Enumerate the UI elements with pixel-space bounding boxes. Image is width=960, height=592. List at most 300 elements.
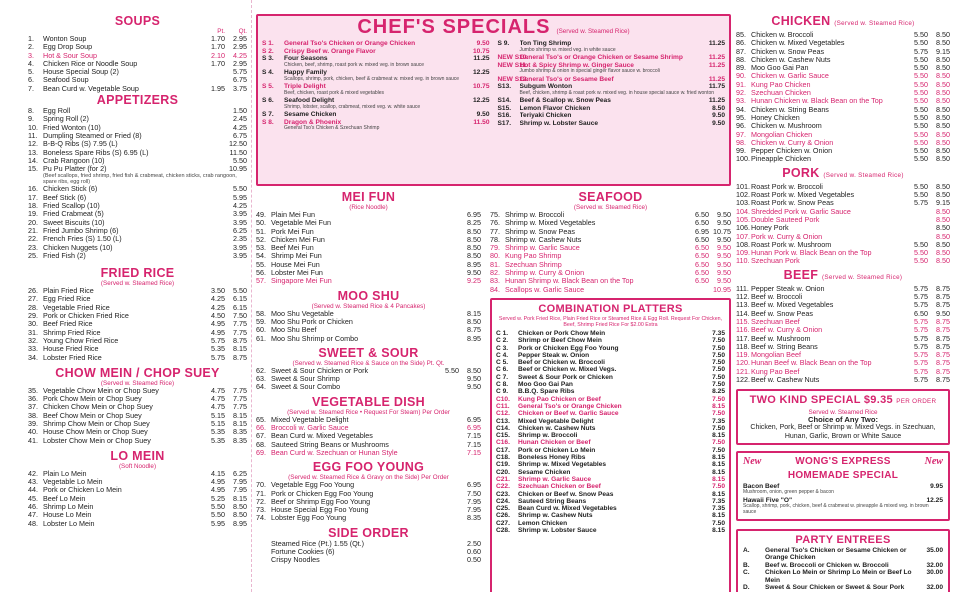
item-price-qt: 8.15: [233, 344, 247, 354]
item-name: General Tso's Chicken or Sesame Chicken or Orange Chicken: [765, 546, 907, 562]
item-name: Pork or Chicken Lo Mein: [43, 486, 122, 495]
pork-list: [736, 183, 950, 266]
side-order-list: [256, 540, 481, 565]
combo-item: [496, 447, 725, 454]
item-price-qt: 7.75: [233, 385, 247, 395]
item-price-qt: 7.15: [467, 447, 481, 457]
item-price-pt: 6.50: [695, 251, 709, 261]
item-name: Fried Crabmeat (5): [43, 210, 104, 219]
combo-item: [496, 345, 725, 352]
item-price-qt: 7.75: [233, 327, 247, 337]
item-price: 8.50: [712, 104, 725, 112]
item-name: Pork or Chicken Fried Rice: [43, 312, 129, 321]
item-price: 7.50: [712, 337, 725, 345]
item-name: Beef w. Mushroom: [751, 334, 811, 343]
item-price-qt: 8.35: [233, 427, 247, 437]
section-title: VEGETABLE DISH: [311, 394, 425, 409]
item-number: 16.: [28, 184, 38, 194]
item-price-pt: 1.70: [211, 58, 225, 68]
item-note: Jumbo shrimp w. mixed veg. in white sauce: [519, 46, 616, 53]
item-name: Hunan Shrimp w. Black Bean on the Top: [505, 277, 634, 286]
item-name: Plain Mei Fun: [271, 211, 315, 219]
item-price: 7.35: [712, 505, 725, 513]
item-name: Broccoli w. Garlic Sauce: [271, 424, 349, 433]
section-title: CHOW MEIN / CHOP SUEY: [55, 365, 220, 380]
item-price-qt: 8.50: [936, 231, 950, 241]
combo-item: [496, 469, 725, 476]
item-price-pt: [203, 140, 225, 148]
item-name: House Mei Fun: [271, 260, 320, 269]
item-number: 75.: [490, 210, 500, 219]
item-price-pt: 5.50: [914, 129, 928, 139]
item-name: Szechuan Chicken: [751, 89, 811, 98]
party-item: [743, 562, 943, 570]
item-name: Bean Curd w. Szechuan or Hunan Style: [271, 448, 398, 457]
item-number: C11.: [496, 402, 510, 410]
item-price: 32.00: [926, 584, 943, 592]
item-name: House Chow Mein or Chop Suey: [43, 428, 148, 437]
item-price-qt: 9.50: [717, 243, 731, 253]
item-price-qt: 8.75: [936, 300, 950, 310]
item-price: 8.15: [712, 512, 725, 520]
item-number: D.: [743, 584, 750, 592]
combination-platters-box: [490, 298, 731, 592]
item-price-qt: 8.50: [936, 146, 950, 156]
item-name: Chicken or Beef w. Snow Peas: [518, 490, 614, 498]
item-price-qt: 8.50: [936, 206, 950, 216]
item-number: S 8.: [262, 118, 274, 126]
item-price-pt: [203, 124, 225, 132]
item-number: 97.: [736, 129, 746, 139]
item-name: Shrimp Fried Rice: [43, 328, 101, 337]
item-price-qt: 8.75: [936, 316, 950, 326]
item-name: Szechuan Pork: [751, 257, 800, 266]
new-badge: New: [924, 455, 943, 467]
item-name: Sweet & Sour Shrimp: [271, 375, 340, 384]
item-number: 39.: [28, 418, 38, 428]
item-number: 121.: [736, 366, 750, 376]
item-price-qt: 8.50: [467, 243, 481, 253]
item-price-pt: [437, 548, 459, 556]
item-number: C17.: [496, 446, 510, 454]
item-number: 29.: [28, 311, 38, 321]
item-name: Vegetable Lo Mein: [43, 478, 103, 487]
item-number: 87.: [736, 46, 746, 56]
item-name: House Special Soup (2): [43, 68, 119, 77]
item-price-pt: 5.75: [914, 46, 928, 56]
section-title: SIDE ORDER: [328, 525, 409, 540]
fried-rice-list: [28, 287, 247, 362]
item-price-qt: 2.95: [233, 58, 247, 68]
item-price-qt: 7.95: [467, 496, 481, 506]
section-subtitle: (Served w. Steamed Rice): [100, 280, 175, 288]
item-name: Beef w. Mixed Vegetables: [751, 301, 834, 310]
item-price-qt: 7.15: [467, 439, 481, 449]
item-price-pt: 5.35: [211, 427, 225, 437]
combo-item: [496, 505, 725, 512]
soups-list: [28, 35, 247, 93]
item-price: 9.50: [712, 112, 725, 120]
combo-item: [496, 512, 725, 519]
menu-item: [28, 437, 247, 445]
item-number: 122.: [736, 374, 750, 384]
chef-special-item: [498, 120, 726, 128]
item-price-qt: 8.15: [233, 493, 247, 503]
item-price-pt: 6.95: [695, 226, 709, 236]
item-price-pt: 5.75: [211, 335, 225, 345]
item-name: Pork or Chicken Lo Mein: [518, 446, 596, 454]
item-number: 15.: [28, 164, 38, 174]
item-name: Chicken Mei Fun: [271, 235, 325, 244]
item-price-qt: 8.75: [936, 366, 950, 376]
lo-mein-list: [28, 470, 247, 528]
item-price-pt: [437, 219, 459, 227]
item-price-pt: 5.15: [211, 418, 225, 428]
item-price-pt: 5.50: [914, 248, 928, 258]
item-price-pt: [437, 506, 459, 514]
item-price-pt: 5.50: [914, 88, 928, 98]
item-number: 109.: [736, 248, 750, 258]
item-price: 11.25: [708, 54, 725, 62]
item-price-pt: 5.25: [211, 493, 225, 503]
item-number: C28.: [496, 526, 510, 534]
menu-item: [28, 60, 247, 68]
item-price: 35.00: [926, 546, 943, 554]
combo-item: [496, 432, 725, 439]
item-price-pt: [906, 224, 928, 232]
item-name: Pineapple Chicken: [751, 155, 811, 164]
item-price-pt: 5.50: [914, 112, 928, 122]
item-price-qt: 8.75: [936, 374, 950, 384]
item-price-pt: 5.75: [914, 350, 928, 360]
item-price-qt: 8.50: [936, 181, 950, 191]
item-price-qt: 8.50: [936, 129, 950, 139]
item-number: 73.: [256, 505, 266, 515]
item-number: S15.: [497, 104, 512, 112]
section-title: SEAFOOD: [578, 190, 643, 204]
item-number: S14.: [497, 97, 512, 105]
chef-special-item: [498, 97, 726, 105]
item-number: C14.: [496, 424, 510, 432]
item-number: C26.: [496, 512, 510, 520]
item-price-pt: 5.50: [914, 30, 928, 39]
combo-item: [496, 359, 725, 366]
pt-qt-header: Pt. Qt.: [217, 28, 247, 35]
item-price-pt: [437, 252, 459, 260]
item-number: C21.: [496, 475, 510, 483]
item-name: Chicken w. String Beans: [751, 105, 829, 114]
item-name: Crispy Noodles: [271, 556, 320, 565]
item-number: C 1.: [496, 329, 509, 337]
party-list: [743, 547, 943, 592]
item-price-qt: 7.50: [467, 488, 481, 498]
item-number: 10.: [28, 122, 38, 132]
item-number: C24.: [496, 497, 510, 505]
menu-item: [256, 498, 481, 506]
item-price-qt: 9.50: [467, 382, 481, 392]
item-price-pt: 5.75: [914, 366, 928, 376]
item-name: Crispy Beef w. Orange Flavor: [284, 47, 376, 55]
item-name: Roast Pork w. Broccoli: [751, 182, 823, 191]
item-number: 62.: [256, 365, 266, 375]
item-price: 8.15: [712, 490, 725, 498]
item-price: 7.50: [712, 483, 725, 491]
combo-list: [496, 330, 725, 534]
item-name: Dragon & Phoenix: [284, 118, 342, 126]
item-name: Szechuan Shrimp: [505, 260, 562, 269]
menu-item: [490, 286, 731, 294]
item-number: 86.: [736, 38, 746, 48]
item-number: 83.: [490, 276, 500, 286]
item-number: C20.: [496, 468, 510, 476]
item-price-qt: 8.50: [936, 256, 950, 266]
item-price: 7.50: [712, 359, 725, 367]
item-price-pt: 3.50: [211, 286, 225, 296]
item-price-qt: 8.75: [467, 325, 481, 335]
item-price-pt: 5.50: [914, 63, 928, 73]
item-price: 9.50: [712, 119, 725, 127]
item-name: Shrimp Chow Mein or Chop Suey: [43, 419, 150, 428]
combo-item: [496, 366, 725, 373]
item-name: Moo Shu Beef: [271, 326, 317, 335]
item-number: 13.: [28, 147, 38, 157]
item-price-pt: 5.50: [914, 71, 928, 81]
item-price-qt: 9.50: [717, 259, 731, 269]
combo-item: [496, 403, 725, 410]
item-price-qt: 4.25: [233, 122, 247, 132]
item-name: House Lo Mein: [43, 511, 92, 520]
item-name: Sauteed String Beans or Mushrooms: [271, 440, 389, 449]
item-price-qt: 6.95: [467, 423, 481, 433]
menu-item: [28, 140, 247, 148]
menu-item: [28, 149, 247, 157]
item-price-qt: 5.95: [233, 192, 247, 202]
item-number: 90.: [736, 71, 746, 81]
item-number: 55.: [256, 259, 266, 269]
section-subtitle: (Served w. Steamed Rice): [100, 379, 175, 387]
item-price-pt: [437, 449, 459, 457]
item-price-qt: 8.50: [936, 38, 950, 48]
item-name: Pork or Chicken Egg Foo Young: [271, 489, 374, 498]
item-price-pt: [203, 244, 225, 252]
item-number: 43.: [28, 477, 38, 487]
item-number: 82.: [490, 268, 500, 278]
item-number: 19.: [28, 209, 38, 219]
item-number: 42.: [28, 468, 38, 478]
item-price-qt: 8.50: [936, 223, 950, 233]
item-name: Chicken w. Cashew Nuts: [518, 424, 596, 432]
item-price-qt: 3.95: [233, 250, 247, 260]
item-name: Ton Ting Shrimp: [519, 40, 572, 47]
item-price-qt: 8.75: [936, 358, 950, 368]
item-note: Scallop, shrimp, pork, chicken, beef & crabmeat w. pineapple & mixed veg. in brown sauce: [743, 503, 929, 516]
item-number: C 9.: [496, 388, 509, 396]
menu-item: [256, 481, 481, 489]
item-name: Beef Stick (6): [43, 193, 87, 202]
item-number: C19.: [496, 461, 510, 469]
item-price-pt: [437, 481, 459, 489]
item-number: 44.: [28, 485, 38, 495]
menu-item: [28, 132, 247, 140]
item-number: C 3.: [496, 344, 509, 352]
item-price-qt: 2.50: [467, 538, 481, 548]
item-number: S16.: [497, 112, 512, 120]
item-name: Shrimp w. Garlic Sauce: [518, 475, 592, 483]
item-name: Sweet Biscuits (10): [43, 218, 105, 227]
item-note: Beef, chicken, shrimp & roast pork w. mixed veg. in house special sauce w. fried wonton: [519, 89, 715, 96]
item-price-pt: [437, 432, 459, 440]
item-name: Teriyaki Chicken: [519, 112, 572, 120]
item-number: S13.: [497, 83, 512, 91]
item-price: 7.50: [712, 446, 725, 454]
item-price-qt: 8.50: [936, 112, 950, 122]
item-price: 11.25: [473, 55, 490, 62]
item-name: Sesame Chicken: [284, 111, 337, 119]
item-number: 71.: [256, 488, 266, 498]
menu-item: [28, 244, 247, 252]
item-price-qt: 9.50: [717, 210, 731, 219]
item-price: 7.50: [712, 366, 725, 374]
item-number: C 2.: [496, 337, 509, 345]
item-number: 31.: [28, 327, 38, 337]
menu-item: [256, 228, 481, 236]
column-2: [252, 0, 737, 592]
seafood-list: [490, 211, 731, 294]
appetizers-list: [28, 107, 247, 260]
item-number: 67.: [256, 431, 266, 441]
section-title: CHICKEN (Served w. Steamed Rice): [771, 14, 915, 28]
item-price-pt: [203, 252, 225, 260]
item-number: [256, 548, 271, 556]
item-price-qt: 8.50: [467, 234, 481, 244]
menu-item: [256, 540, 481, 548]
mei-fun-list: [256, 211, 481, 286]
item-price: 8.25: [712, 388, 725, 396]
item-name: Shrimp w. Mixed Vegetables: [505, 219, 596, 228]
item-price-pt: [437, 326, 459, 334]
menu-item: [28, 165, 247, 173]
item-price-qt: 8.75: [233, 335, 247, 345]
item-name: B-B-Q Ribs (S) 7.95 (L): [43, 140, 118, 149]
item-price-qt: 8.50: [936, 154, 950, 164]
menu-item: [736, 216, 950, 224]
item-number: 53.: [256, 243, 266, 253]
item-note: Chicken, beef, shrimp, roast pork w. mixed veg. in brown sauce: [284, 61, 425, 68]
combo-item: [496, 374, 725, 381]
item-price-pt: 5.50: [914, 54, 928, 64]
item-price-pt: 6.50: [695, 268, 709, 278]
item-name: Four Seasons: [284, 55, 328, 62]
item-price-pt: [203, 235, 225, 243]
item-price-pt: 4.95: [211, 319, 225, 329]
menu-item: [28, 194, 247, 202]
item-name: Lobster Fried Rice: [43, 353, 102, 362]
item-price-qt: 2.45: [233, 114, 247, 124]
chef-special-item: [498, 105, 726, 113]
item-number: 23.: [28, 242, 38, 252]
item-name: Mixed Vegetable Delight: [271, 415, 349, 424]
item-number: C.: [743, 569, 750, 577]
item-price: 7.50: [712, 344, 725, 352]
item-number: 106.: [736, 223, 750, 233]
item-price-qt: 3.75: [233, 83, 247, 93]
item-price-pt: 4.75: [211, 402, 225, 412]
item-price-pt: [437, 318, 459, 326]
item-name: Beef Chow Mein or Chop Suey: [43, 411, 142, 420]
item-price-qt: 9.50: [936, 308, 950, 318]
item-price-pt: 5.15: [211, 410, 225, 420]
item-name: Sweet & Sour Chicken or Sweet & Sour Pork: [765, 584, 905, 592]
item-number: 51.: [256, 226, 266, 236]
item-price-pt: [437, 228, 459, 236]
item-price-qt: 8.35: [233, 435, 247, 445]
item-price-pt: [437, 277, 459, 285]
item-price-pt: 4.15: [211, 468, 225, 478]
item-price-qt: 0.50: [467, 555, 481, 565]
item-number: S 2.: [262, 47, 274, 55]
item-price: 10.75: [472, 47, 490, 55]
party-entrees-box: [736, 529, 950, 592]
item-name: Singapore Mei Fun: [271, 277, 332, 286]
item-number: 37.: [28, 402, 38, 412]
item-price-qt: 8.75: [936, 292, 950, 302]
item-price-pt: 5.75: [914, 374, 928, 384]
item-price-pt: [906, 208, 928, 216]
item-number: 69.: [256, 447, 266, 457]
item-price-qt: 8.50: [936, 190, 950, 200]
item-price-qt: 7.95: [467, 505, 481, 515]
item-price-pt: 5.50: [914, 38, 928, 48]
item-price-qt: 7.75: [233, 402, 247, 412]
item-note: Scallops, shrimp, pork, chicken, beef & crabmeat w. mixed veg. in brown sauce: [284, 75, 460, 82]
chef-special-item: [262, 40, 490, 48]
item-number: 91.: [736, 79, 746, 89]
item-name: Vegetable Mei Fun: [271, 219, 331, 228]
item-name: Seafood Delight: [284, 97, 335, 105]
item-price-pt: 5.50: [914, 256, 928, 266]
item-price-qt: 5.75: [233, 67, 247, 77]
item-price: 12.25: [926, 496, 943, 504]
express-special-box: [736, 451, 950, 521]
menu-item: [736, 199, 950, 207]
item-number: 14.: [28, 155, 38, 165]
item-number: 85.: [736, 30, 746, 39]
item-price-qt: 3.95: [233, 209, 247, 219]
item-price: 8.15: [712, 526, 725, 534]
menu-item: [736, 257, 950, 265]
item-name: Pork Mei Fun: [271, 227, 314, 236]
item-note: Shrimp, lobster, scallop, crabmeat, mixed veg. w. white sauce: [284, 103, 421, 110]
item-price-qt: 8.50: [936, 214, 950, 224]
chef-special-item: [498, 112, 726, 120]
section-title: APPETIZERS: [96, 93, 179, 108]
section-title: SOUPS: [114, 14, 161, 28]
item-price-qt: 2.95: [233, 42, 247, 52]
menu-item: [28, 520, 247, 528]
item-price-qt: 9.50: [717, 234, 731, 244]
item-price-qt: 7.50: [233, 311, 247, 321]
item-name: Lemon Flavor Chicken: [519, 104, 591, 112]
item-number: B.: [743, 561, 750, 569]
item-price-qt: 8.50: [467, 226, 481, 236]
combo-item: [496, 388, 725, 395]
item-price-qt: 8.95: [467, 333, 481, 343]
chef-special-item: [498, 76, 726, 84]
item-price-qt: 8.95: [233, 518, 247, 528]
menu-item: [490, 277, 731, 285]
item-price-pt: [203, 165, 225, 173]
item-price-qt: 8.50: [936, 121, 950, 131]
